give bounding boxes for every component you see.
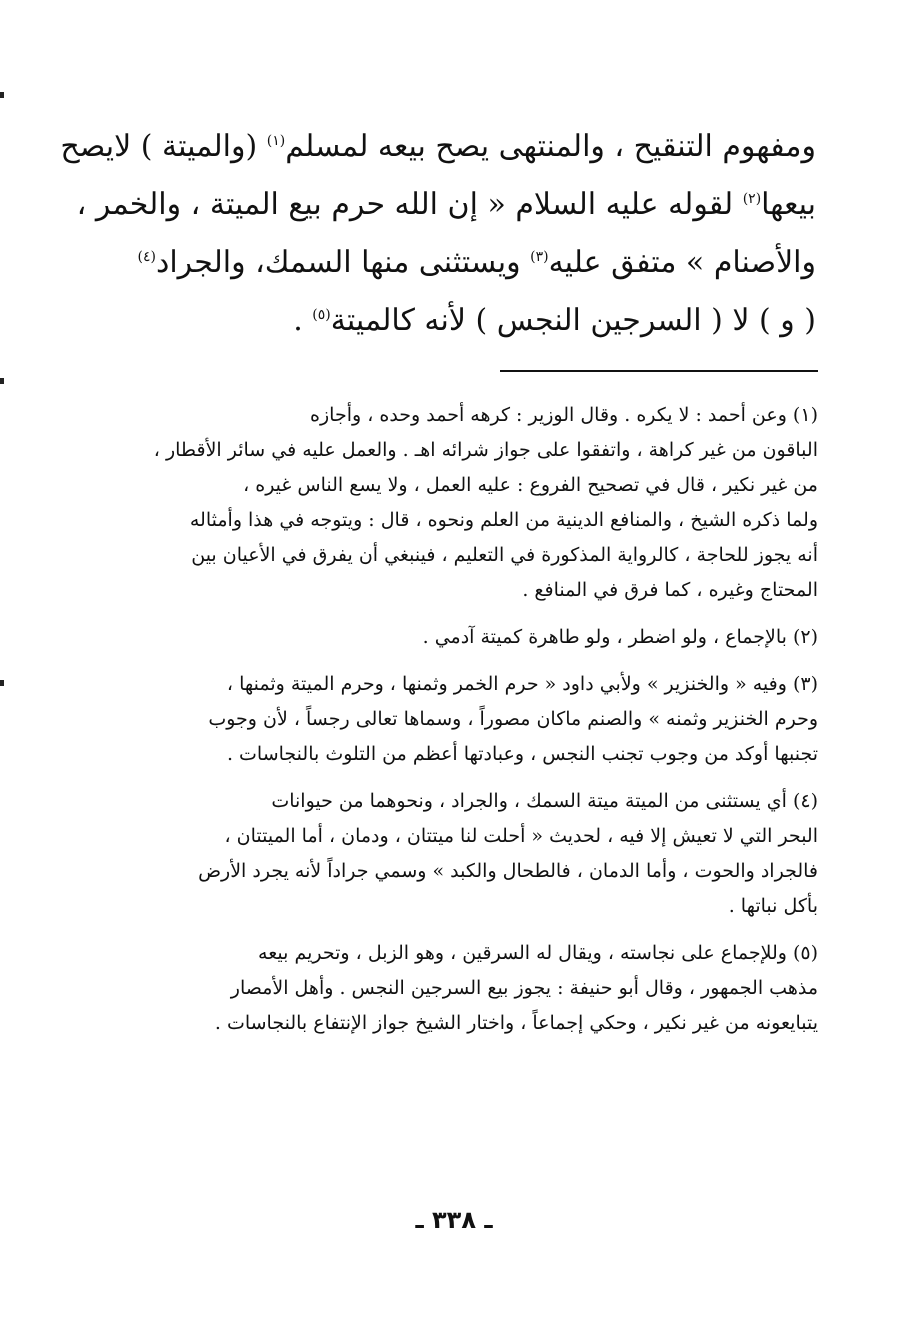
- main-line-text: لقوله عليه السلام « إن الله حرم بيع الميتة ، والخمر ،: [76, 187, 743, 222]
- footnote-3: [84, 667, 818, 772]
- margin-mark: [0, 680, 4, 686]
- footnote-separator: [500, 370, 818, 372]
- footnote-line: ولما ذكره الشيخ ، والمنافع الدينية من العلم ونحوه ، قال : ويتوجه في هذا وأمثاله: [189, 509, 818, 531]
- main-text: [60, 118, 816, 350]
- main-line-text: ( و ) لا ( السرجين النجس ) لأنه كالميتة: [330, 303, 816, 338]
- footnote-1: [84, 398, 818, 608]
- main-line-text: بيعها: [761, 187, 816, 222]
- footnote-line: (١) وعن أحمد : لا يكره . وقال الوزير : كرهه أحمد وحده ، وأجازه: [310, 404, 818, 426]
- main-line-text: ويستثنى منها السمك، والجراد: [155, 245, 531, 280]
- footnote-5: [84, 936, 818, 1041]
- margin-mark: [0, 378, 4, 384]
- footnote-4: [84, 784, 818, 924]
- footnote-mark: (١): [266, 133, 286, 149]
- footnote-line: مذهب الجمهور ، وقال أبو حنيفة : يجوز بيع السرجين النجس . وأهل الأمصار: [230, 977, 818, 999]
- footnote-line: البحر التي لا تعيش إلا فيه ، لحديث « أحلت لنا ميتتان ، ودمان ، أما الميتتان ،: [224, 825, 818, 847]
- main-line-text: والأصنام » متفق عليه: [548, 245, 816, 280]
- footnote-2: [84, 620, 818, 655]
- main-line-text: (والميتة ) لايصح: [60, 129, 267, 164]
- footnote-line: أنه يجوز للحاجة ، كالرواية المذكورة في التعليم ، فينبغي أن يفرق في الأعيان بين: [191, 544, 818, 566]
- footnote-line: تجنبها أوكد من وجوب تجنب النجس ، وعبادتها أعظم من التلوث بالنجاسات .: [226, 743, 818, 765]
- footnote-line: (٤) أي يستثنى من الميتة ميتة السمك ، والجراد ، ونحوهما من حيوانات: [271, 790, 818, 812]
- main-line-text: ومفهوم التنقيح ، والمنتهى يصح بيعه لمسلم: [285, 129, 816, 164]
- main-line-3: [80, 234, 816, 292]
- footnote-line: المحتاج وغيره ، كما فرق في المنافع .: [522, 579, 818, 601]
- footnote-mark: (٥): [312, 307, 331, 323]
- main-line-1: [60, 118, 816, 176]
- footnote-line: من غير نكير ، قال في تصحيح الفروع : عليه العمل ، ولا يسع الناس غيره ،: [243, 474, 818, 496]
- page-number: ـ ٣٣٨ ـ: [415, 1206, 493, 1234]
- footnotes: [84, 398, 818, 1053]
- footnote-mark: (٤): [137, 249, 156, 265]
- footnote-mark: (٣): [530, 249, 549, 265]
- footnote-line: وحرم الخنزير وثمنه » والصنم ماكان مصوراً ، وسماها تعالى رجساً ، لأن وجوب: [208, 708, 818, 730]
- footnote-line: (٥) وللإجماع على نجاسته ، ويقال له السرقين ، وهو الزبل ، وتحريم بيعه: [258, 942, 818, 964]
- margin-mark: [0, 92, 4, 98]
- main-line-2: [76, 176, 816, 234]
- footnote-line: الباقون من غير كراهة ، واتفقوا على جواز شرائه اهـ . والعمل عليه في سائر الأقطار ،: [153, 439, 818, 461]
- footnote-line: يتبايعونه من غير نكير ، وحكي إجماعاً ، واختار الشيخ جواز الإنتفاع بالنجاسات .: [214, 1012, 818, 1034]
- main-line-text: .: [293, 303, 313, 338]
- footnote-line: (٣) وفيه « والخنزير » ولأبي داود « حرم الخمر وثمنها ، وحرم الميتة وثمنها ،: [226, 673, 818, 695]
- footnote-line: بأكل نباتها .: [728, 895, 818, 917]
- footnote-line: فالجراد والحوت ، وأما الدمان ، فالطحال والكبد » وسمي جراداً لأنه يجرد الأرض: [198, 860, 818, 882]
- footnote-line: (٢) بالإجماع ، ولو اضطر ، ولو طاهرة كميتة آدمي .: [422, 626, 818, 648]
- main-line-4: [80, 292, 816, 350]
- footnote-mark: (٢): [742, 191, 762, 207]
